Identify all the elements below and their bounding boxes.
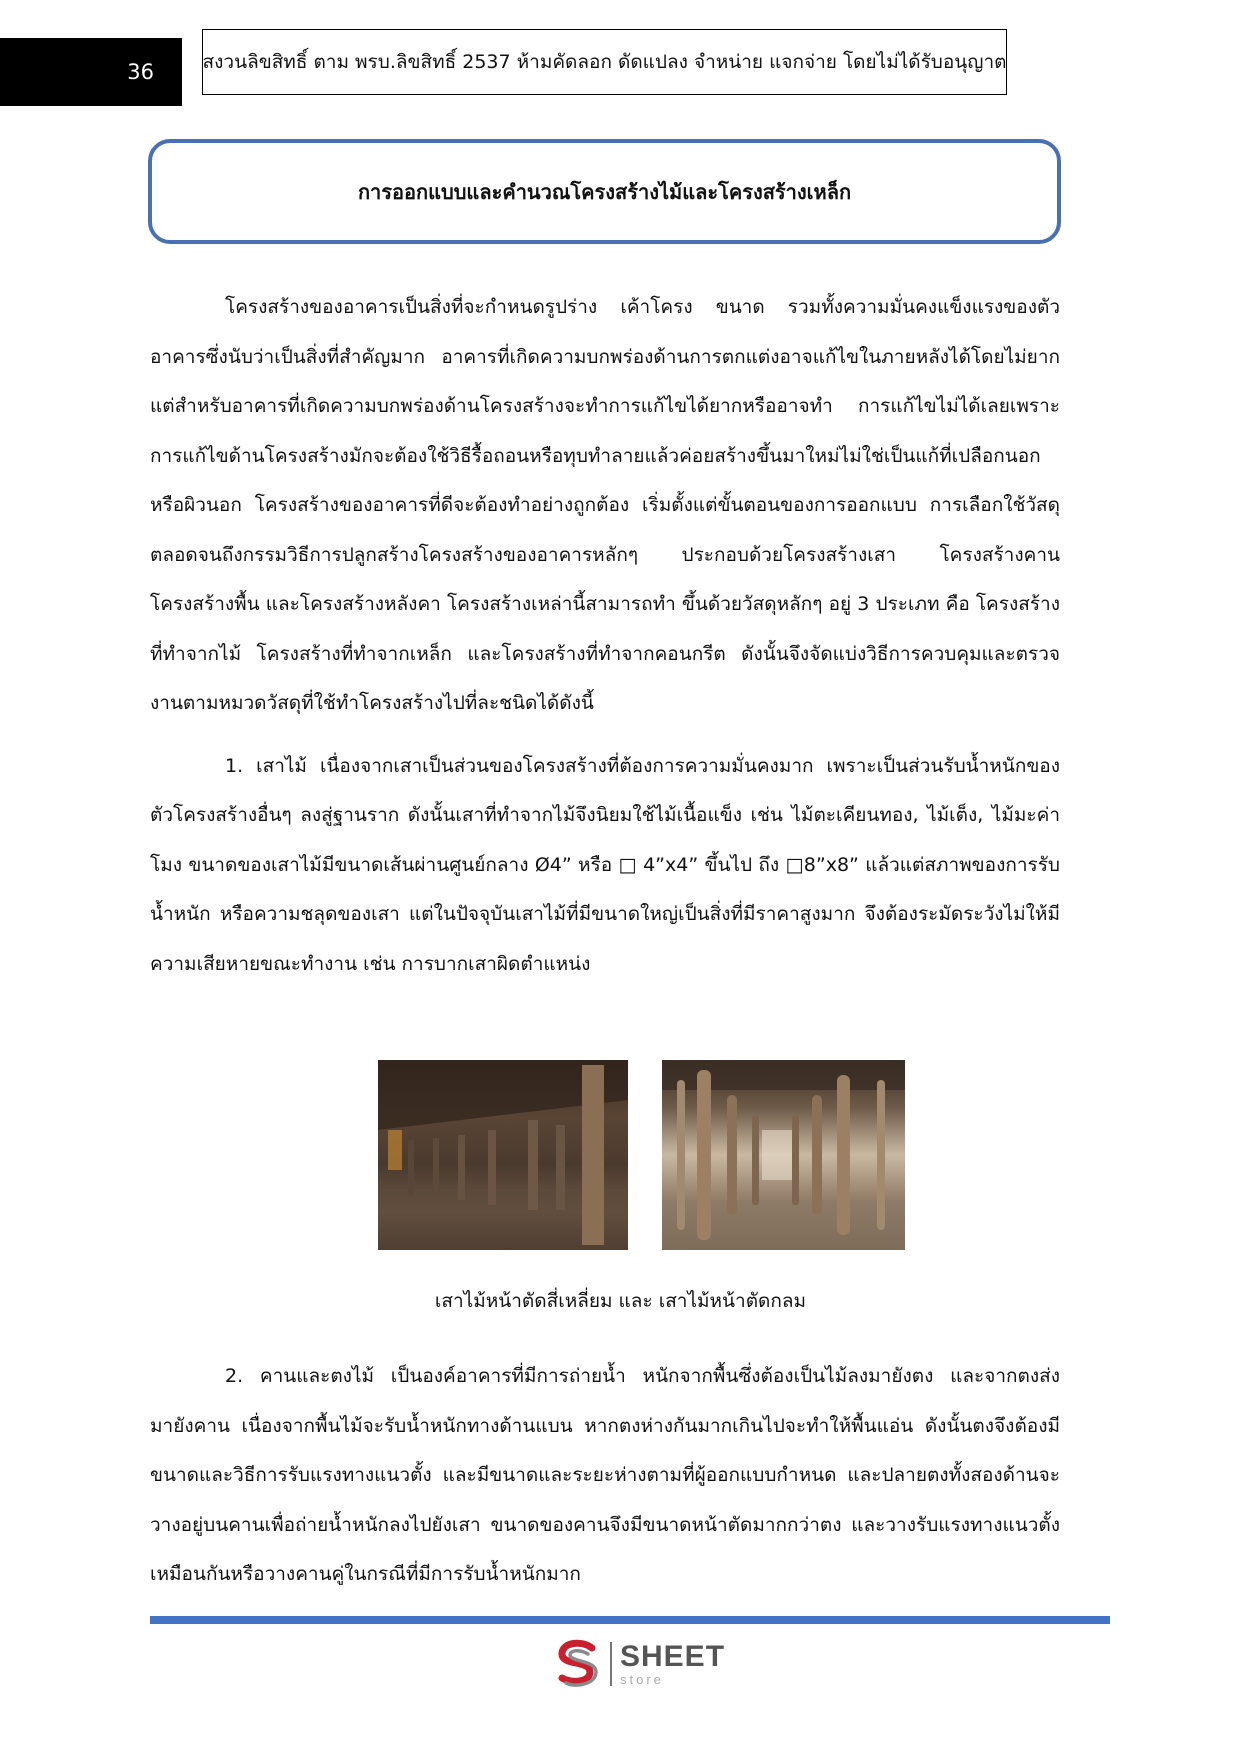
sheet-store-logo [552,1638,725,1690]
square-columns-illustration [378,1060,628,1250]
copyright-text: สงวนลิขสิทธิ์ ตาม พรบ.ลิขสิทธิ์ 2537 ห้ามคัดลอก ดัดแปลง จำหน่าย แจกจ่าย โดยไม่ได้รับอนุญาต [202,51,1007,73]
square-timber-columns-photo [378,1060,628,1250]
item-2-paragraph: 2. คานและตงไม้ เป็นองค์อาคารที่มีการถ่ายน้ำ หนักจากพื้นซึ่งต้องเป็นไม้ลงมายังตง และจากตงส่งมายังคาน เนื่องจากพื้นไม้จะรับน้ำหนักทางด้านแบน หากตงห่างกันมากเกินไปจะทำให้พื้นแอ่น ดังนั้นตงจึงต้องมีขนาดและวิธีการรับแรงทางแนวตั้ง และมีขนาดและระยะห่างตามที่ผู้ออกแบบกำหนด และปลายตงทั้งสองด้านจะวางอยู่บนคานเพื่อถ่ายน้ำหนักลงไปยังเสา ขนาดของคานจึงมีขนาดหน้าตัดมากกว่าตง และวางรับแรงทางแนวตั้งเหมือนกันหรือวางคานคู่ในกรณีที่มีการรับน้ำหนักมาก [150,1365,1060,1585]
logo-divider [610,1642,612,1686]
logo-main-text: SHEET [620,1640,726,1673]
round-columns-illustration [662,1060,905,1250]
section-title-box [148,139,1061,244]
logo-text [620,1642,725,1686]
main-content [150,283,1060,989]
section-title: การออกแบบและคำนวณโครงสร้างไม้และโครงสร้างเหล็ก [357,179,852,204]
footer-rule [150,1616,1110,1624]
logo-sub-text: store [620,1672,664,1687]
section-2-content [150,1352,1060,1600]
sheet-store-s-icon [552,1638,604,1690]
intro-paragraph: โครงสร้างของอาคารเป็นสิ่งที่จะกำหนดรูปร่าง เค้าโครง ขนาด รวมทั้งความมั่นคงแข็งแรงของตัวอาคารซึ่งนับว่าเป็นสิ่งที่สำคัญมาก อาคารที่เกิดความบกพร่องด้านการตกแต่งอาจแก้ไขในภายหลังได้โดยไม่ยาก แต่สำหรับอาคารที่เกิดความบกพร่องด้านโครงสร้างจะทำการแก้ไขได้ยากหรืออาจทำ การแก้ไขไม่ได้เลยเพราะการแก้ไขด้านโครงสร้างมักจะต้องใช้วิธีรื้อถอนหรือทุบทำลายแล้วค่อยสร้างขึ้นมาใหม่ไม่ใช่เป็นแก้ที่เปลือกนอกหรือผิวนอก โครงสร้างของอาคารที่ดีจะต้องทำอย่างถูกต้อง เริ่มตั้งแต่ขั้นตอนของการออกแบบ การเลือกใช้วัสดุ ตลอดจนถึงกรรมวิธีการปลูกสร้างโครงสร้างของอาคารหลักๆ ประกอบด้วยโครงสร้างเสา โครงสร้างคาน โครงสร้างพื้น และโครงสร้างหลังคา โครงสร้างเหล่านี้สามารถทำ ขึ้นด้วยวัสดุหลักๆ อยู่ 3 ประเภท คือ โครงสร้างที่ทำจากไม้ โครงสร้างที่ทำจากเหล็ก และโครงสร้างที่ทำจากคอนกรีต ดังนั้นจึงจัดแบ่งวิธีการควบคุมและตรวจงานตามหมวดวัสดุที่ใช้ทำโครงสร้างไปที่ละชนิดได้ดังนี้ [150,296,1060,714]
item-1-paragraph: 1. เสาไม้ เนื่องจากเสาเป็นส่วนของโครงสร้างที่ต้องการความมั่นคงมาก เพราะเป็นส่วนรับน้ำหนักของตัวโครงสร้างอื่นๆ ลงสู่ฐานราก ดังนั้นเสาที่ทำจากไม้จึงนิยมใช้ไม้เนื้อแข็ง เช่น ไม้ตะเคียนทอง, ไม้เต็ง, ไม้มะค่าโมง ขนาดของเสาไม้มีขนาดเส้นผ่านศูนย์กลาง Ø4” หรือ □ 4”x4” ขึ้นไป ถึง □8”x8” แล้วแต่สภาพของการรับน้ำหนัก หรือความชลุดของเสา แต่ในปัจจุบันเสาไม้ที่มีขนาดใหญ่เป็นสิ่งที่มีราคาสูงมาก จึงต้องระมัดระวังไม่ให้มีความเสียหายขณะทำงาน เช่น การบากเสาผิดตำแหน่ง [150,754,1060,975]
page-number-text: 36 [127,60,154,84]
page-number [0,38,182,106]
photo-caption-text: เสาไม้หน้าตัดสี่เหลี่ยม และ เสาไม้หน้าตัดกลม [434,1290,807,1312]
photo-row [0,1060,1241,1250]
photo-caption [0,1286,1241,1316]
round-timber-columns-photo [662,1060,905,1250]
copyright-header [202,29,1007,95]
